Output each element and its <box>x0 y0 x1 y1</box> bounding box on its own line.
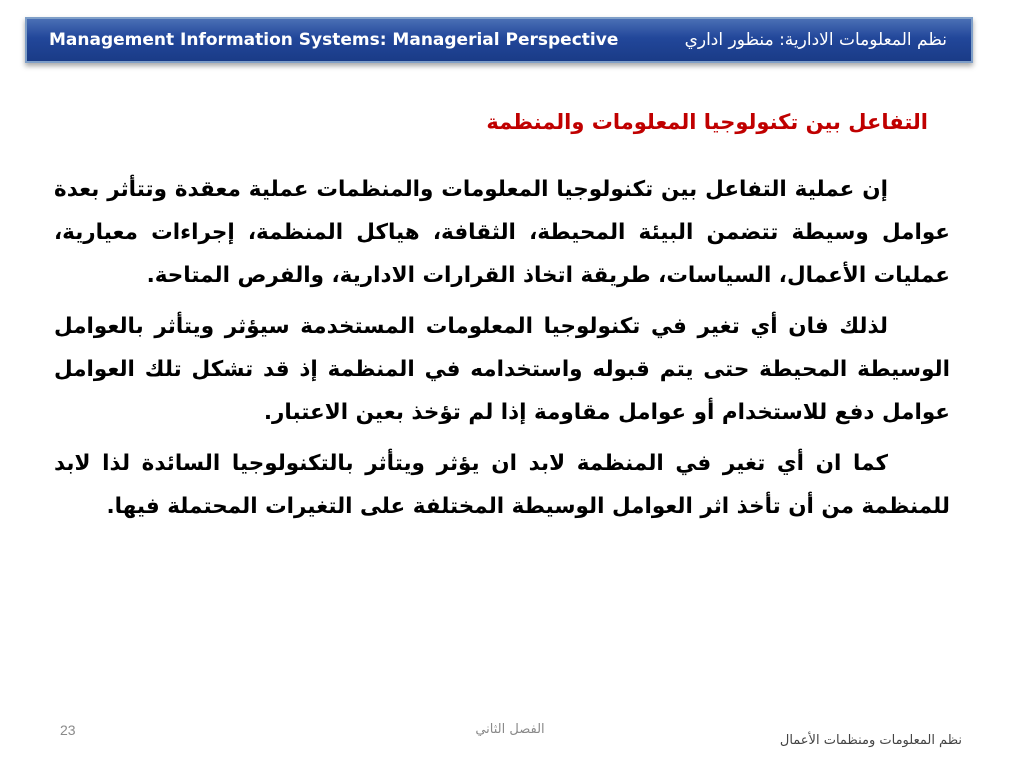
body-paragraph-2: لذلك فان أي تغير في تكنولوجيا المعلومات المستخدمة سيؤثر ويتأثر بالعوامل الوسيطة المحيطة حتى يتم قبوله واستخدامه في المنظمة إذ قد تشكل تلك العوامل عوامل دفع للاستخدام أو عوامل مقاومة إذا لم تؤخذ بعين الاعتبار. <box>54 314 950 425</box>
header-title-arabic: نظم المعلومات الادارية: منظور اداري <box>684 30 947 50</box>
slide-body <box>54 168 950 536</box>
course-title: نظم المعلومات ومنظمات الأعمال <box>779 733 962 748</box>
slide-header-bar <box>25 17 973 63</box>
slide-heading: التفاعل بين تكنولوجيا المعلومات والمنظمة <box>486 110 928 134</box>
header-title-english: Management Information Systems: Managerial Perspective <box>49 30 619 50</box>
chapter-label: الفصل الثاني <box>475 722 545 737</box>
page-number: 23 <box>60 722 76 738</box>
body-paragraph-3: كما ان أي تغير في المنظمة لابد ان يؤثر ويتأثر بالتكنولوجيا السائدة لذا لابد للمنظمة من أن تأخذ اثر العوامل الوسيطة المختلفة على التغيرات المحتملة فيها. <box>54 451 950 519</box>
body-paragraph-1: إن عملية التفاعل بين تكنولوجيا المعلومات والمنظمات عملية معقدة وتتأثر بعدة عوامل وسيطة تتضمن البيئة المحيطة، الثقافة، هياكل المنظمة، إجراءات معيارية، عمليات الأعمال، السياسات، طريقة اتخاذ القرارات الادارية، والفرص المتاحة. <box>54 177 950 288</box>
